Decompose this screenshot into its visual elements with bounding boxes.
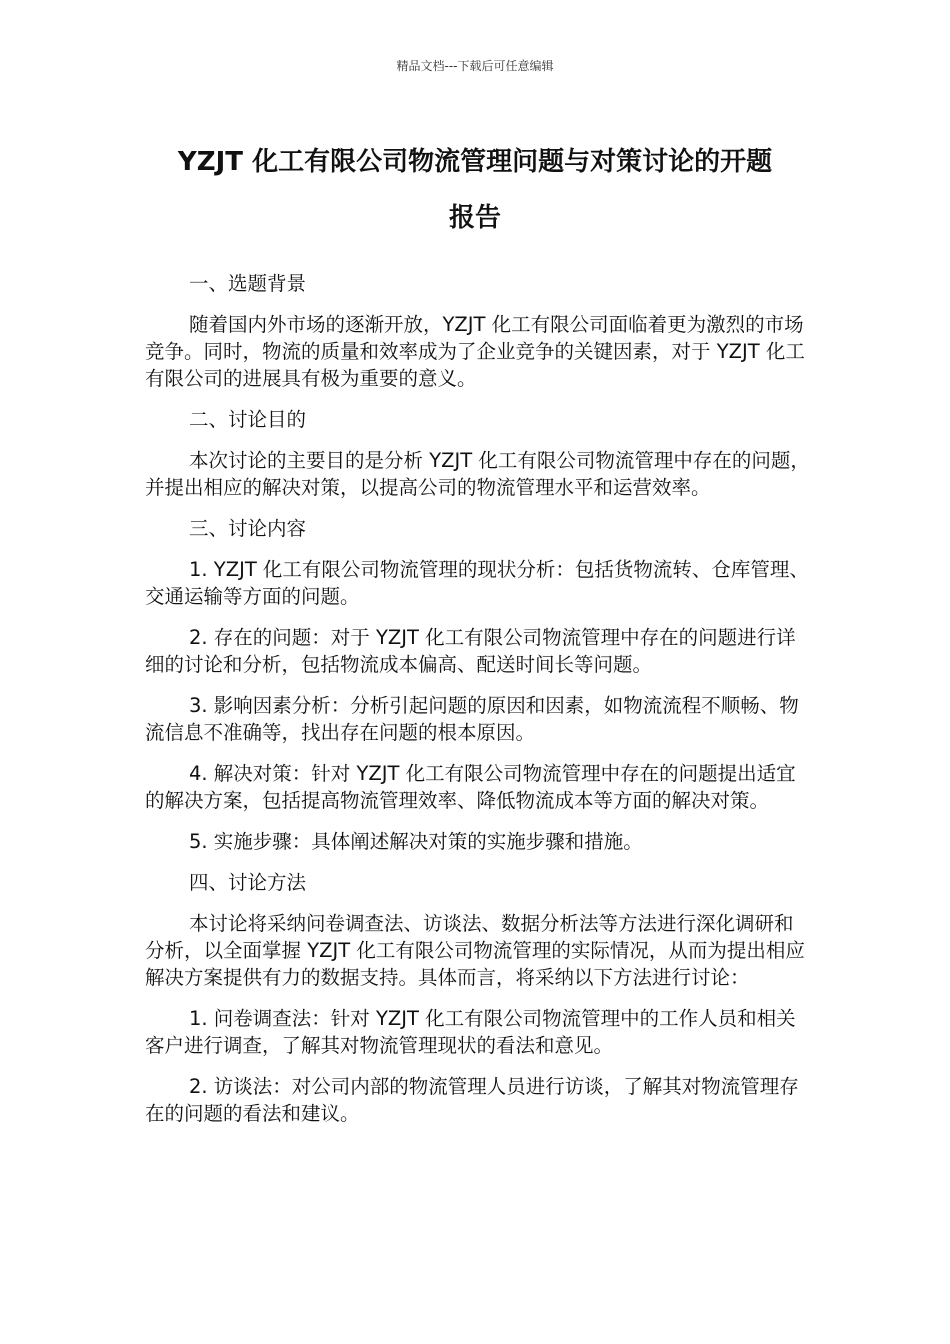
list-item-content-5: 5. 实施步骤：具体阐述解决对策的实施步骤和措施。 bbox=[189, 830, 643, 853]
list-item-content-4: 4. 解决对策：针对 YZJT 化工有限公司物流管理中存在的问题提出适宜的解决方案，包括提高物流管理效率、降低物流成本等方面的解决对策。 bbox=[145, 762, 796, 812]
list-item-content-1: 1. YZJT 化工有限公司物流管理的现状分析：包括货物流转、仓库管理、交通运输等方面的问题。 bbox=[145, 558, 809, 608]
document-title-line-2: 报告 bbox=[448, 203, 501, 233]
document-body bbox=[145, 270, 810, 1141]
list-item-method-2: 2. 访谈法：对公司内部的物流管理人员进行访谈，了解其对物流管理存在的问题的看法和建议。 bbox=[145, 1075, 799, 1125]
paragraph-method: 本讨论将采纳问卷调查法、访谈法、数据分析法等方法进行深化调研和分析，以全面掌握 YZJT 化工有限公司物流管理的实际情况，从而为提出相应解决方案提供有力的数据支持。具体而言，将采纳以下方法进行讨论： bbox=[145, 912, 805, 989]
paragraph-purpose: 本次讨论的主要目的是分析 YZJT 化工有限公司物流管理中存在的问题，并提出相应的解决对策，以提高公司的物流管理水平和运营效率。 bbox=[145, 449, 810, 499]
document-title bbox=[140, 134, 810, 246]
list-item-method-1: 1. 问卷调查法：针对 YZJT 化工有限公司物流管理中的工作人员和相关客户进行调查，了解其对物流管理现状的看法和意见。 bbox=[145, 1007, 796, 1057]
page-header: 精品文档---下载后可任意编辑 bbox=[396, 59, 554, 73]
section-heading-background: 一、选题背景 bbox=[189, 272, 307, 295]
section-heading-purpose: 二、讨论目的 bbox=[189, 408, 307, 431]
document-title-line-1: YZJT 化工有限公司物流管理问题与对策讨论的开题 bbox=[177, 147, 773, 177]
list-item-content-3: 3. 影响因素分析：分析引起问题的原因和因素，如物流流程不顺畅、物流信息不准确等，找出存在问题的根本原因。 bbox=[145, 694, 799, 744]
list-item-content-2: 2. 存在的问题：对于 YZJT 化工有限公司物流管理中存在的问题进行详细的讨论和分析，包括物流成本偏高、配送时间长等问题。 bbox=[145, 626, 796, 676]
section-heading-method: 四、讨论方法 bbox=[189, 871, 307, 894]
paragraph-background: 随着国内外市场的逐渐开放，YZJT 化工有限公司面临着更为激烈的市场竞争。同时，物流的质量和效率成为了企业竞争的关键因素，对于 YZJT 化工有限公司的进展具有极为重要的意义。 bbox=[145, 313, 805, 390]
section-heading-content: 三、讨论内容 bbox=[189, 517, 307, 540]
